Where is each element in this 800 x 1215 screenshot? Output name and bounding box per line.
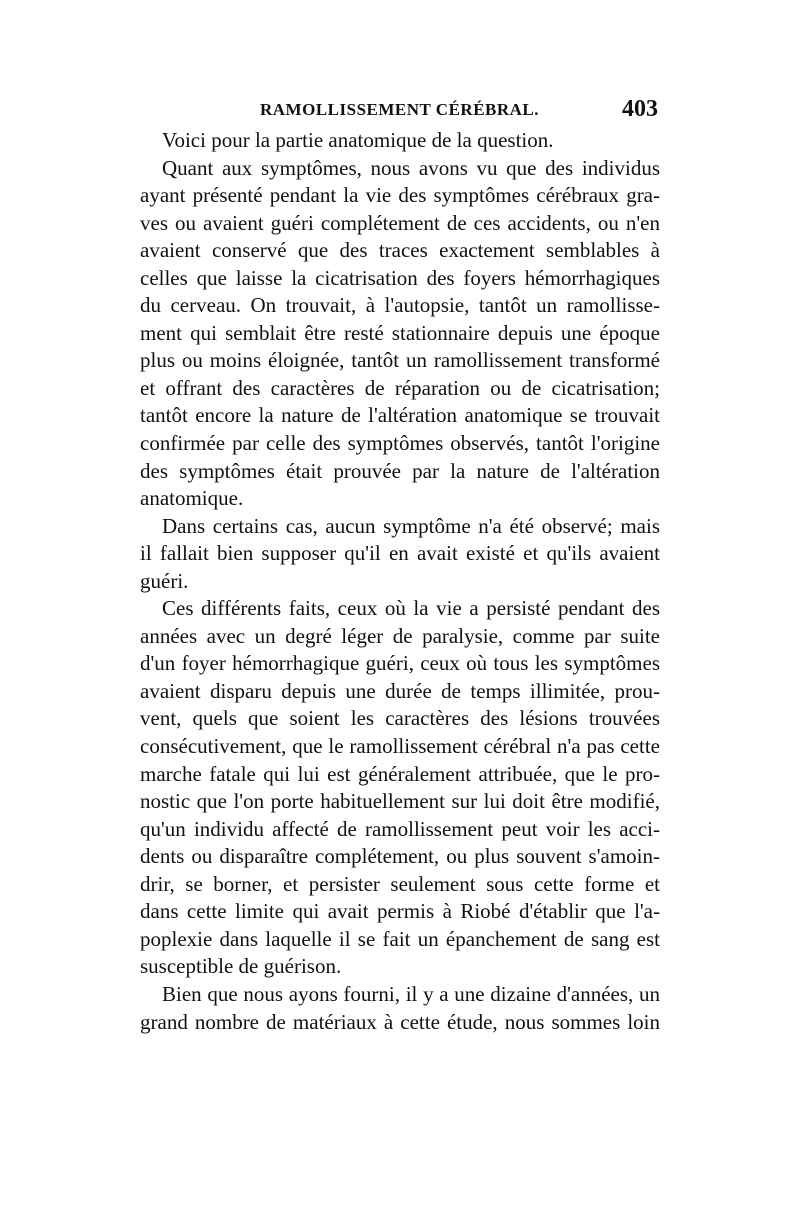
text-line: nostic que l'on porte habituellement sur lui doit être modifié, xyxy=(140,789,660,814)
text-line: du cerveau. On trouvait, à l'autopsie, tantôt un ramollisse- xyxy=(140,293,660,318)
text-line: dents ou disparaître complétement, ou plus souvent s'amoin- xyxy=(140,844,660,869)
text-line: consécutivement, que le ramollissement cérébral n'a pas cette xyxy=(140,734,660,759)
text-line: Voici pour la partie anatomique de la question. xyxy=(162,128,554,152)
text-line: drir, se borner, et persister seulement sous cette forme et xyxy=(140,871,660,896)
text-line: Dans certains cas, aucun symptôme n'a été observé; mais xyxy=(162,513,660,538)
text-line: ves ou avaient guéri complétement de ces accidents, ou n'en xyxy=(140,210,660,235)
text-line: ayant présenté pendant la vie des symptômes cérébraux gra- xyxy=(140,183,660,208)
text-line: tantôt encore la nature de l'altération anatomique se trouvait xyxy=(140,403,660,428)
text-line: marche fatale qui lui est généralement attribuée, que le pro- xyxy=(140,761,660,786)
text-line: des symptômes était prouvée par la nature de l'altération xyxy=(140,458,660,483)
text-line: poplexie dans laquelle il se fait un épanchement de sang est xyxy=(140,926,660,951)
text-line: celles que laisse la cicatrisation des foyers hémorrhagiques xyxy=(140,265,660,290)
text-line: guéri. xyxy=(140,568,189,593)
text-line: avaient conservé que des traces exactement semblables à xyxy=(140,238,660,263)
text-line: Quant aux symptômes, nous avons vu que des individus xyxy=(162,155,660,180)
text-line: ment qui semblait être resté stationnaire depuis une époque xyxy=(140,320,660,345)
text-line: confirmée par celle des symptômes observés, tantôt l'origine xyxy=(140,431,660,456)
body-text xyxy=(140,127,660,1036)
text-line: qu'un individu affecté de ramollissement peut voir les acci- xyxy=(140,816,660,841)
text-line: Ces différents faits, ceux où la vie a persisté pendant des xyxy=(162,596,660,621)
text-line: grand nombre de matériaux à cette étude, nous sommes loin xyxy=(140,1009,660,1034)
text-line: années avec un degré léger de paralysie, comme par suite xyxy=(140,623,660,648)
text-line: plus ou moins éloignée, tantôt un ramollissement transformé xyxy=(140,348,660,373)
text-line: et offrant des caractères de réparation ou de cicatrisation; xyxy=(140,375,660,400)
text-line: anatomique. xyxy=(140,486,244,511)
text-line: Bien que nous ayons fourni, il y a une dizaine d'années, un xyxy=(162,981,660,1006)
page-number: 403 xyxy=(622,96,658,122)
text-line: susceptible de guérison. xyxy=(140,954,342,979)
text-line: avaient disparu depuis une durée de temps illimitée, prou- xyxy=(140,678,660,703)
text-line: d'un foyer hémorrhagique guéri, ceux où tous les symptômes xyxy=(140,651,660,676)
text-line: dans cette limite qui avait permis à Riobé d'établir que l'a- xyxy=(140,899,660,924)
running-head xyxy=(140,96,658,126)
text-line: il fallait bien supposer qu'il en avait existé et qu'ils avaient xyxy=(140,541,660,566)
text-line: vent, quels que soient les caractères des lésions trouvées xyxy=(140,706,660,731)
running-title: RAMOLLISSEMENT CÉRÉBRAL. xyxy=(260,100,540,119)
